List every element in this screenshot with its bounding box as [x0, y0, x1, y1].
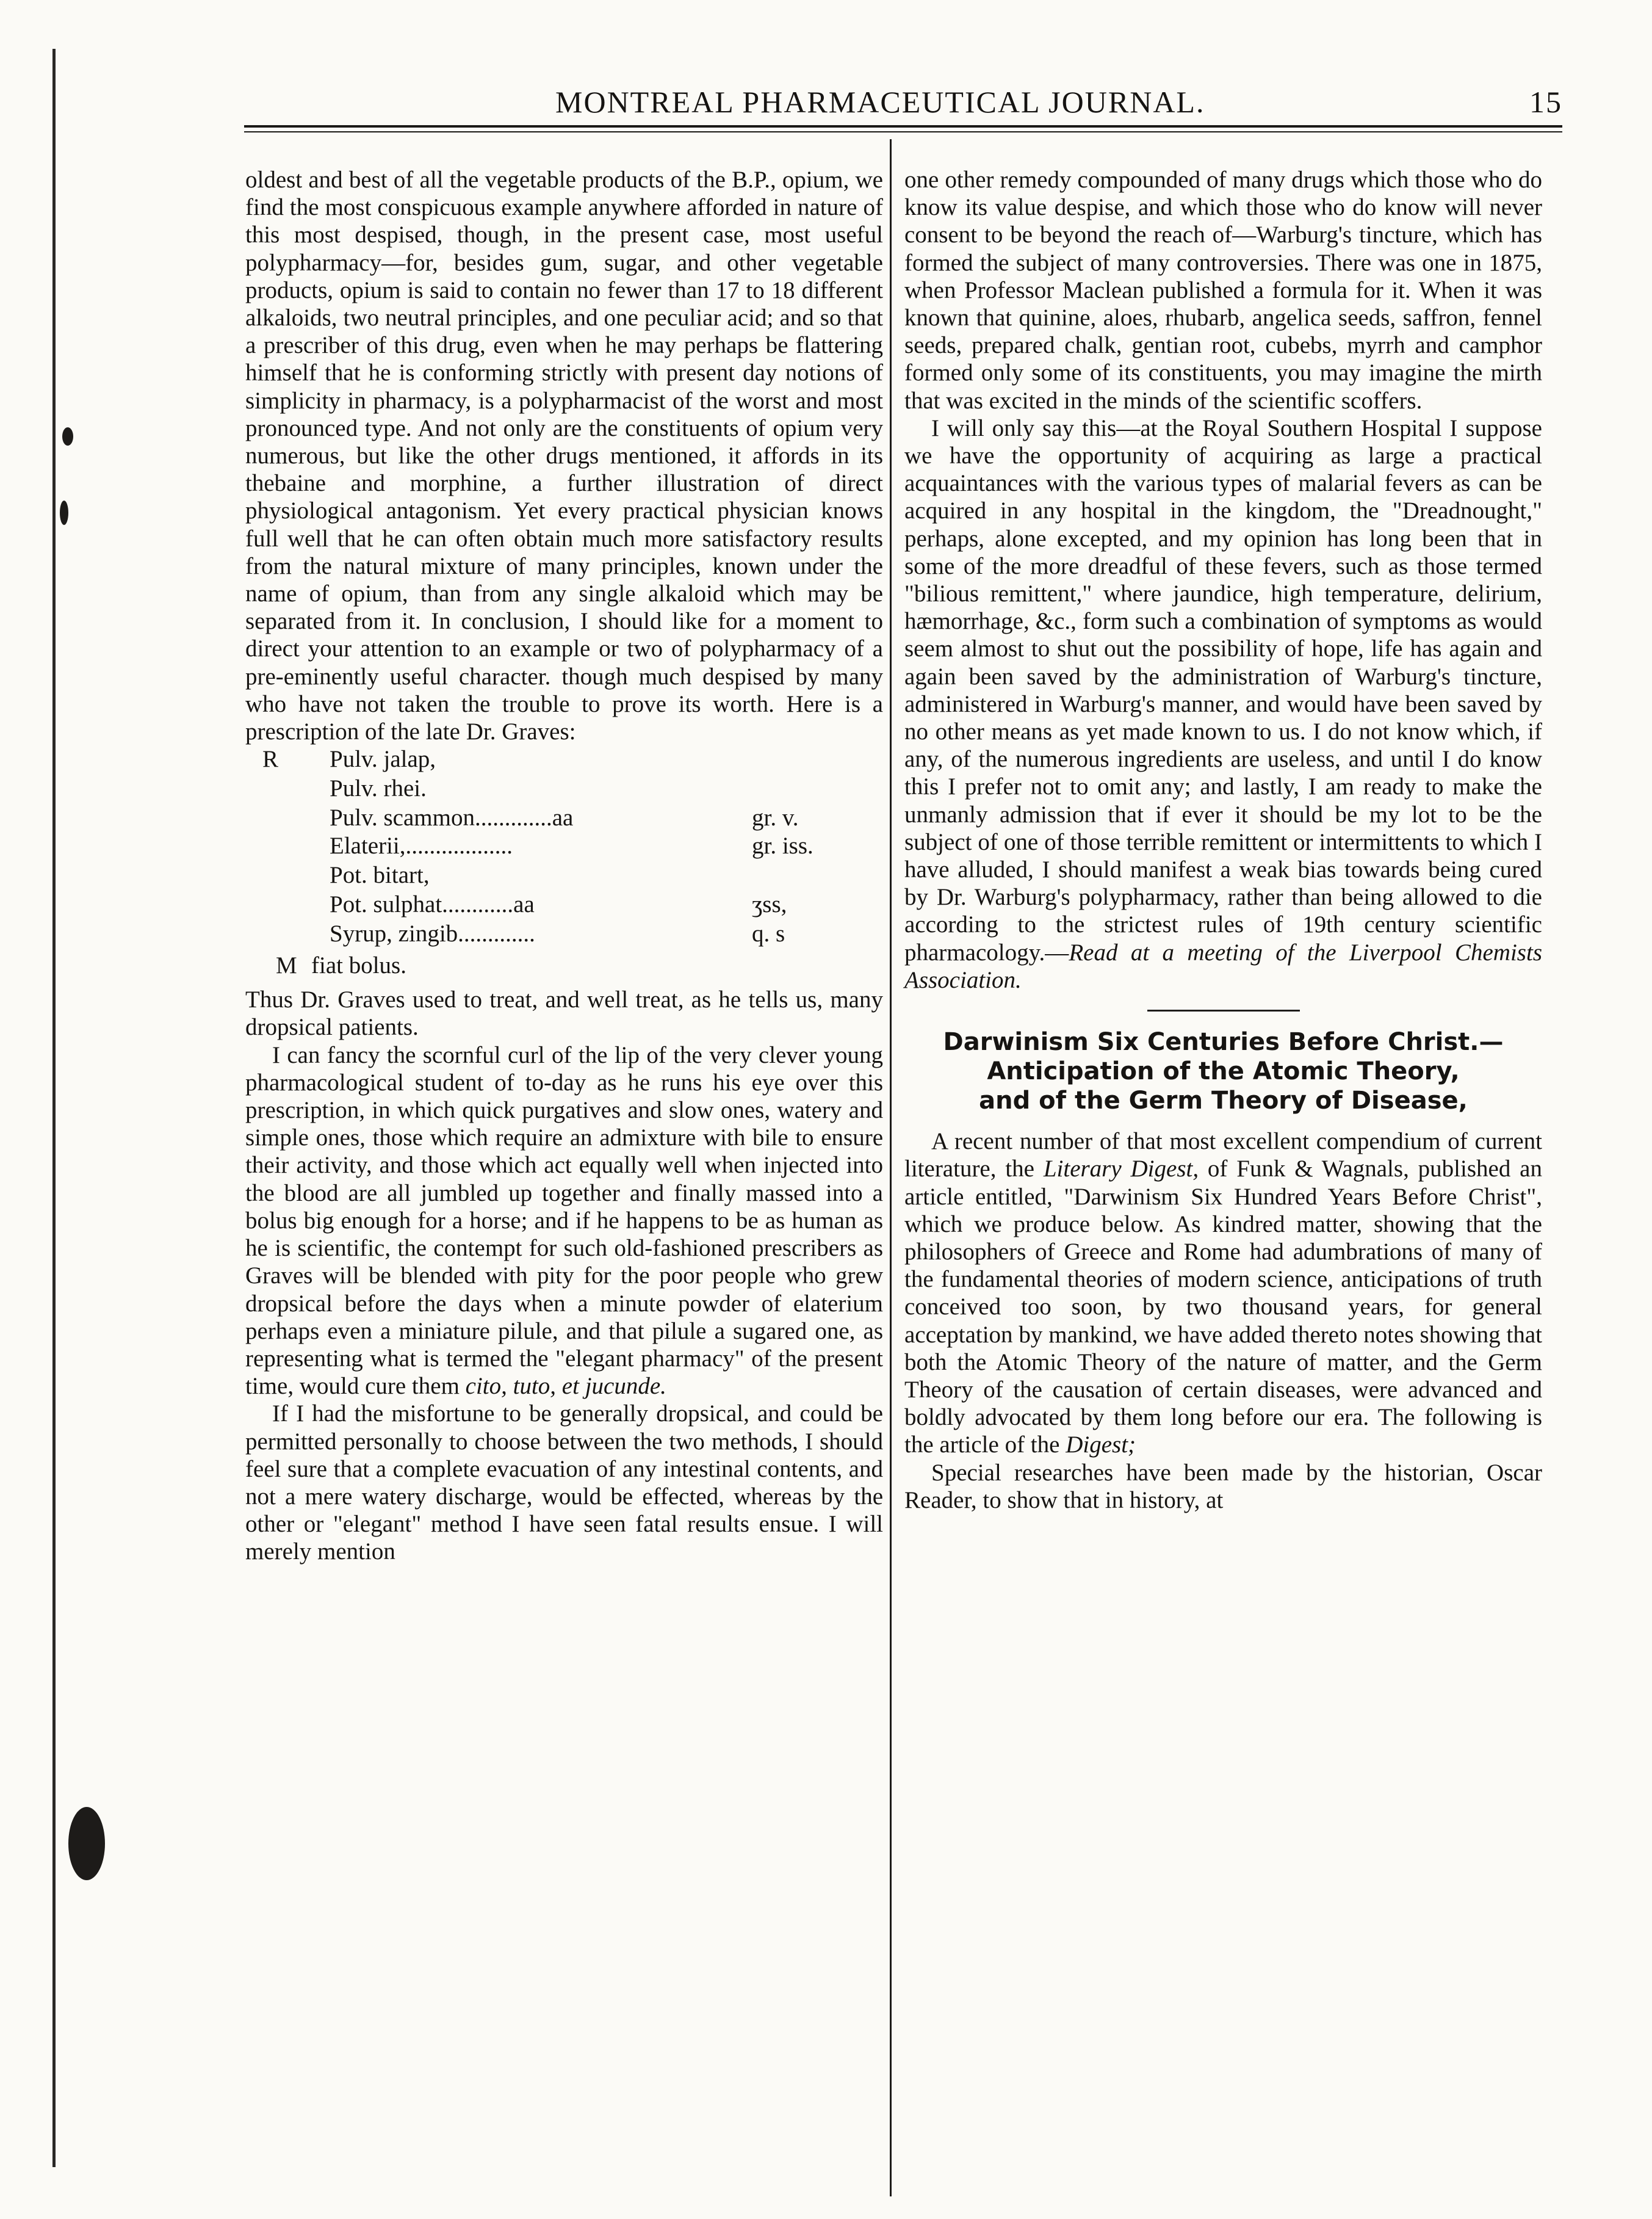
prescription-drug: Pulv. rhei. — [330, 775, 427, 802]
article-title-line: Darwinism Six Centuries Before Christ.— — [943, 1028, 1504, 1057]
paragraph — [904, 1128, 1542, 1458]
scan-speck — [62, 427, 73, 446]
paragraph — [245, 1041, 883, 1400]
prescription-drug: Pot. bitart, — [330, 862, 430, 889]
signoff: Read at a meeting of the Liverpool Chemists Association. — [904, 939, 1542, 993]
recipe-symbol: R — [262, 746, 279, 773]
scan-speck — [68, 1807, 105, 1880]
prescription-drug: Pulv. jalap, — [330, 746, 436, 773]
paragraph — [904, 414, 1542, 994]
page-header — [244, 78, 1562, 127]
latin-phrase: cito, tuto, et jucunde. — [465, 1373, 666, 1400]
publication-name: Literary Digest, — [1043, 1156, 1199, 1182]
binding-edge — [52, 49, 56, 2167]
left-column — [245, 166, 883, 1566]
paragraph: Special researches have been made by the historian, Oscar Reader, to show that in history, at — [904, 1459, 1542, 1513]
page-number: 15 — [1529, 85, 1562, 119]
prescription-quantity: q. s — [752, 921, 785, 947]
paragraph-text: of Funk & Wagnals, published an article entitled, "Darwinism Six Hundred Years Before Christ", which we produce below. As kindred matter, showing that the philosophers of Greece and Rome had adumbrations of many of the fundamental theories of modern science, anticipations of truth conceived too soon, by two thousand years, for general acceptation by mankind, we have added thereto notes showing that both the Atomic Theory of the nature of matter, and the Germ Theory of the causation of certain diseases, were advanced and boldly advocated by them long before our era. The following is the article of the — [904, 1156, 1542, 1458]
header-rule-thick — [244, 125, 1562, 128]
section-divider — [1147, 1010, 1300, 1012]
misce-symbol: M — [276, 952, 297, 979]
article-title — [904, 1027, 1542, 1115]
column-divider — [890, 139, 892, 2196]
prescription-drug: Pulv. scammon.............aa — [330, 805, 574, 831]
prescription-quantity: ʒss, — [752, 891, 787, 918]
paragraph: oldest and best of all the vegetable products of the B.P., opium, we find the most conspicuous example anywhere afforded in nature of this most despised, though, in the present case, most useful polypharmacy—for, besides gum, sugar, and other vegetable products, opium is said to contain no fewer than 17 to 18 different alkaloids, two neutral principles, and one peculiar acid; and so that a prescriber of this drug, even when he may perhaps be flattering himself that he is conforming strictly with present day notions of simplicity in pharmacy, is a polypharmacist of the worst and most pronounced type. And not only are the constituents of opium very numerous, but like the other drugs mentioned, it affords in its thebaine and morphine, a further illustration of direct physiological antagonism. Yet every practical physician knows full well that he can often obtain much more satisfactory results from the natural mixture of many principles, known under the name of opium, than from any single alkaloid which may be separated from it. In conclusion, I should like for a moment to direct your attention to an example or two of polypharmacy of a pre-eminently useful character. though much despised by many who have not taken the trouble to prove its worth. Here is a prescription of the late Dr. Graves: — [245, 167, 883, 745]
paragraph-text: A recent number of that most excellent compendium of current literature, the — [904, 1128, 1542, 1182]
scan-speck — [60, 501, 68, 525]
paragraph-text: I can fancy the scornful curl of the lip of the very clever young pharmacological student of to-day as he runs his eye over this prescription, in which quick purgatives and slow ones, watery and simple ones, those which require an admixture with bile to ensure their activity, and those which act equally well when injected into the blood are all jumbled up together and finally massed into a bolus big enough for a horse; and if he happens to be as human as he is scientific, the contempt for such old-fashioned prescribers as Graves will be blended with pity for the poor people who grew dropsical before the days when a minute powder of elaterium perhaps even a miniature pilule, and that pilule a sugared one, as representing what is termed the "elegant pharmacy" of the present time, would cure them — [245, 1041, 883, 1400]
right-column — [904, 166, 1542, 1514]
journal-title: MONTREAL PHARMACEUTICAL JOURNAL. — [555, 85, 1205, 119]
prescription-quantity: gr. iss. — [752, 833, 813, 860]
paragraph: one other remedy compounded of many drugs which those who do know its value despise, and which those who do know will never consent to be beyond the reach of—Warburg's tincture, which has formed the subject of many controversies. There was one in 1875, when Professor Maclean published a formula for it. When it was known that quinine, aloes, rhubarb, angelica seeds, saffron, fennel seeds, prepared chalk, gentian root, cubebs, myrrh and camphor formed only some of its constituents, you may imagine the mirth that was excited in the minds of the scientific scoffers. — [904, 167, 1542, 414]
article-title-line: Anticipation of the Atomic Theory, — [987, 1057, 1460, 1086]
prescription — [245, 745, 883, 1020]
prescription-closing: fiat bolus. — [311, 952, 406, 979]
prescription-drug: Pot. sulphat............aa — [330, 891, 535, 918]
prescription-drug: Elaterii,.................. — [330, 833, 513, 860]
publication-name: Digest; — [1066, 1432, 1136, 1458]
prescription-drug: Syrup, zingib............. — [330, 921, 535, 947]
article-title-line: and of the Germ Theory of Disease, — [979, 1087, 1468, 1115]
prescription-quantity: gr. v. — [752, 805, 799, 831]
paragraph-text: I will only say this—at the Royal Southern Hospital I suppose we have the opportunity of acquiring as large a practical acquaintances with the various types of malarial fevers as can be acquired in any hospital in the kingdom, the "Dreadnought," perhaps, alone excepted, and my opinion has long been that in some of the more dreadful of these fevers, such as those termed "bilious remittent," where jaundice, high temperature, delirium, hæmorrhage, &c., form such a combination of symptoms as would seem almost to shut out the possibility of hope, life has again and again been saved by the administration of Warburg's tincture, administered in Warburg's manner, and would have been saved by no other means as yet made known to us. I do not know which, if any, of the numerous ingredients are useless, and until I do know this I prefer not to omit any; and lastly, I am ready to make the unmanly admission that if ever it should be my lot to be the subject of one of those terrible remittent or intermittents to which I have alluded, I should manifest a weak bias towards being cured by Dr. Warburg's polypharmacy, rather than being allowed to die according to the strictest rules of 19th century scientific pharmacology.— — [904, 414, 1542, 966]
paragraph: Thus Dr. Graves used to treat, and well treat, as he tells us, many dropsical patients. — [245, 986, 883, 1041]
header-rule-thin — [244, 131, 1562, 132]
paragraph: If I had the misfortune to be generally dropsical, and could be permitted personally to choose between the two methods, I should feel sure that a complete evacuation of any intestinal contents, and not a mere watery discharge, would be effected, whereas by the other or "elegant" method I have seen fatal results ensue. I will merely mention — [245, 1400, 883, 1565]
